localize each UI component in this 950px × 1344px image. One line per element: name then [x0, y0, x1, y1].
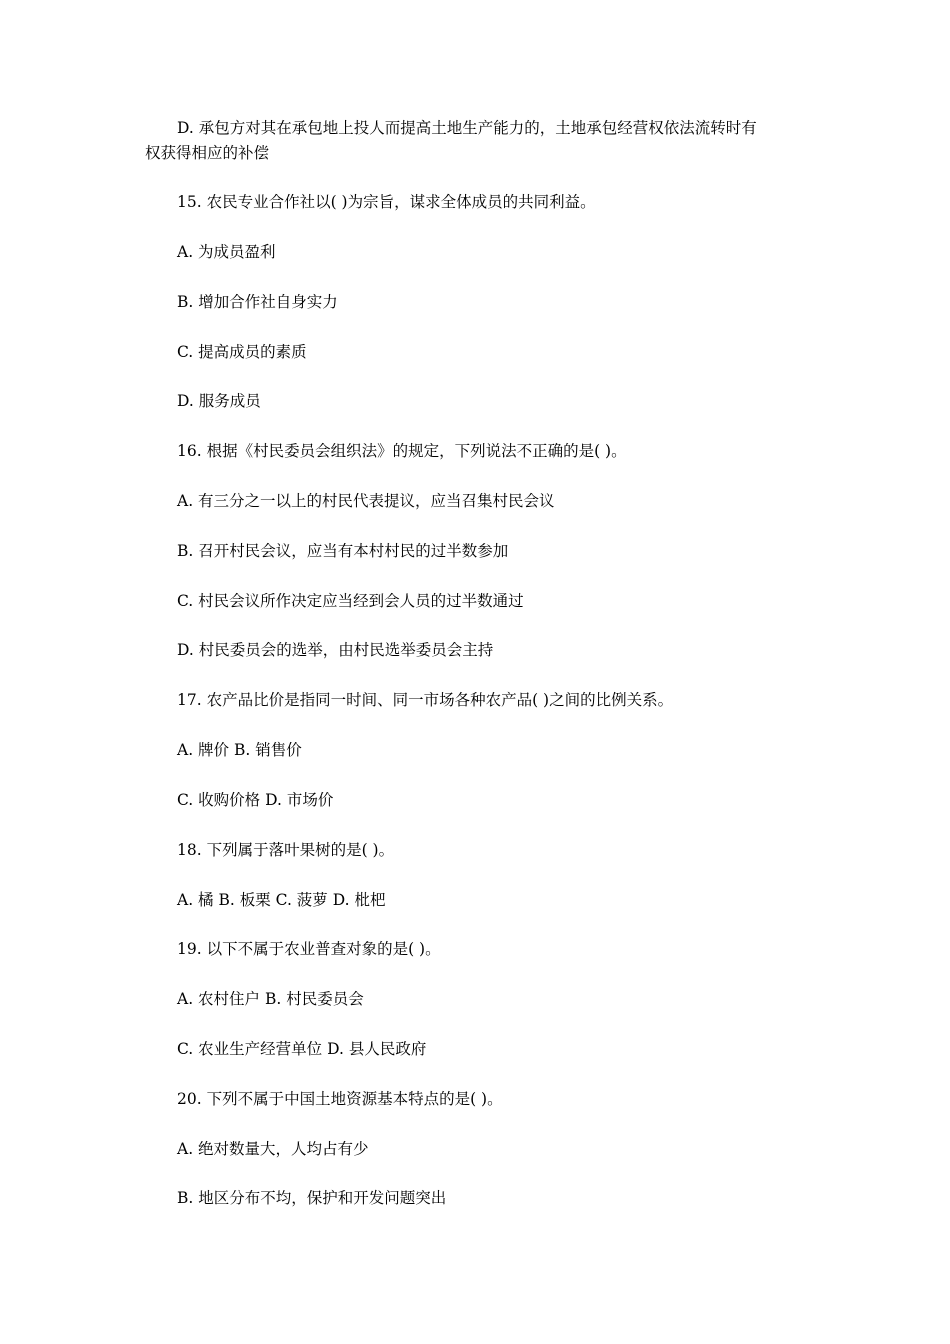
- options-17cd: C. 收购价格 D. 市场价: [177, 791, 334, 809]
- option-15a: A. 为成员盈利: [177, 243, 276, 261]
- options-19ab: A. 农村住户 B. 村民委员会: [177, 990, 364, 1008]
- options-18: A. 橘 B. 板栗 C. 菠萝 D. 枇杷: [177, 891, 386, 909]
- question-17: 17. 农产品比价是指同一时间、同一市场各种农产品( )之间的比例关系。: [177, 691, 674, 709]
- option-16a: A. 有三分之一以上的村民代表提议，应当召集村民会议: [177, 492, 555, 510]
- question-18: 18. 下列属于落叶果树的是( )。: [177, 841, 395, 859]
- question-16: 16. 根据《村民委员会组织法》的规定，下列说法不正确的是( )。: [177, 442, 627, 460]
- option-15c: C. 提高成员的素质: [177, 343, 307, 361]
- option-20b: B. 地区分布不均，保护和开发问题突出: [177, 1189, 447, 1207]
- option-14d-line-2: 权获得相应的补偿: [145, 144, 270, 162]
- options-19cd: C. 农业生产经营单位 D. 县人民政府: [177, 1040, 427, 1058]
- options-17ab: A. 牌价 B. 销售价: [177, 741, 302, 759]
- option-16c: C. 村民会议所作决定应当经到会人员的过半数通过: [177, 592, 524, 610]
- option-20a: A. 绝对数量大，人均占有少: [177, 1140, 369, 1158]
- question-15: 15. 农民专业合作社以( )为宗旨，谋求全体成员的共同利益。: [177, 193, 596, 211]
- option-16b: B. 召开村民会议，应当有本村村民的过半数参加: [177, 542, 509, 560]
- question-20: 20. 下列不属于中国土地资源基本特点的是( )。: [177, 1090, 503, 1108]
- question-19: 19. 以下不属于农业普查对象的是( )。: [177, 940, 441, 958]
- option-14d-line-1: D. 承包方对其在承包地上投人而提高土地生产能力的，土地承包经营权依法流转时有: [177, 119, 757, 137]
- option-16d: D. 村民委员会的选举，由村民选举委员会主持: [177, 641, 494, 659]
- option-15d: D. 服务成员: [177, 392, 261, 410]
- option-15b: B. 增加合作社自身实力: [177, 293, 338, 311]
